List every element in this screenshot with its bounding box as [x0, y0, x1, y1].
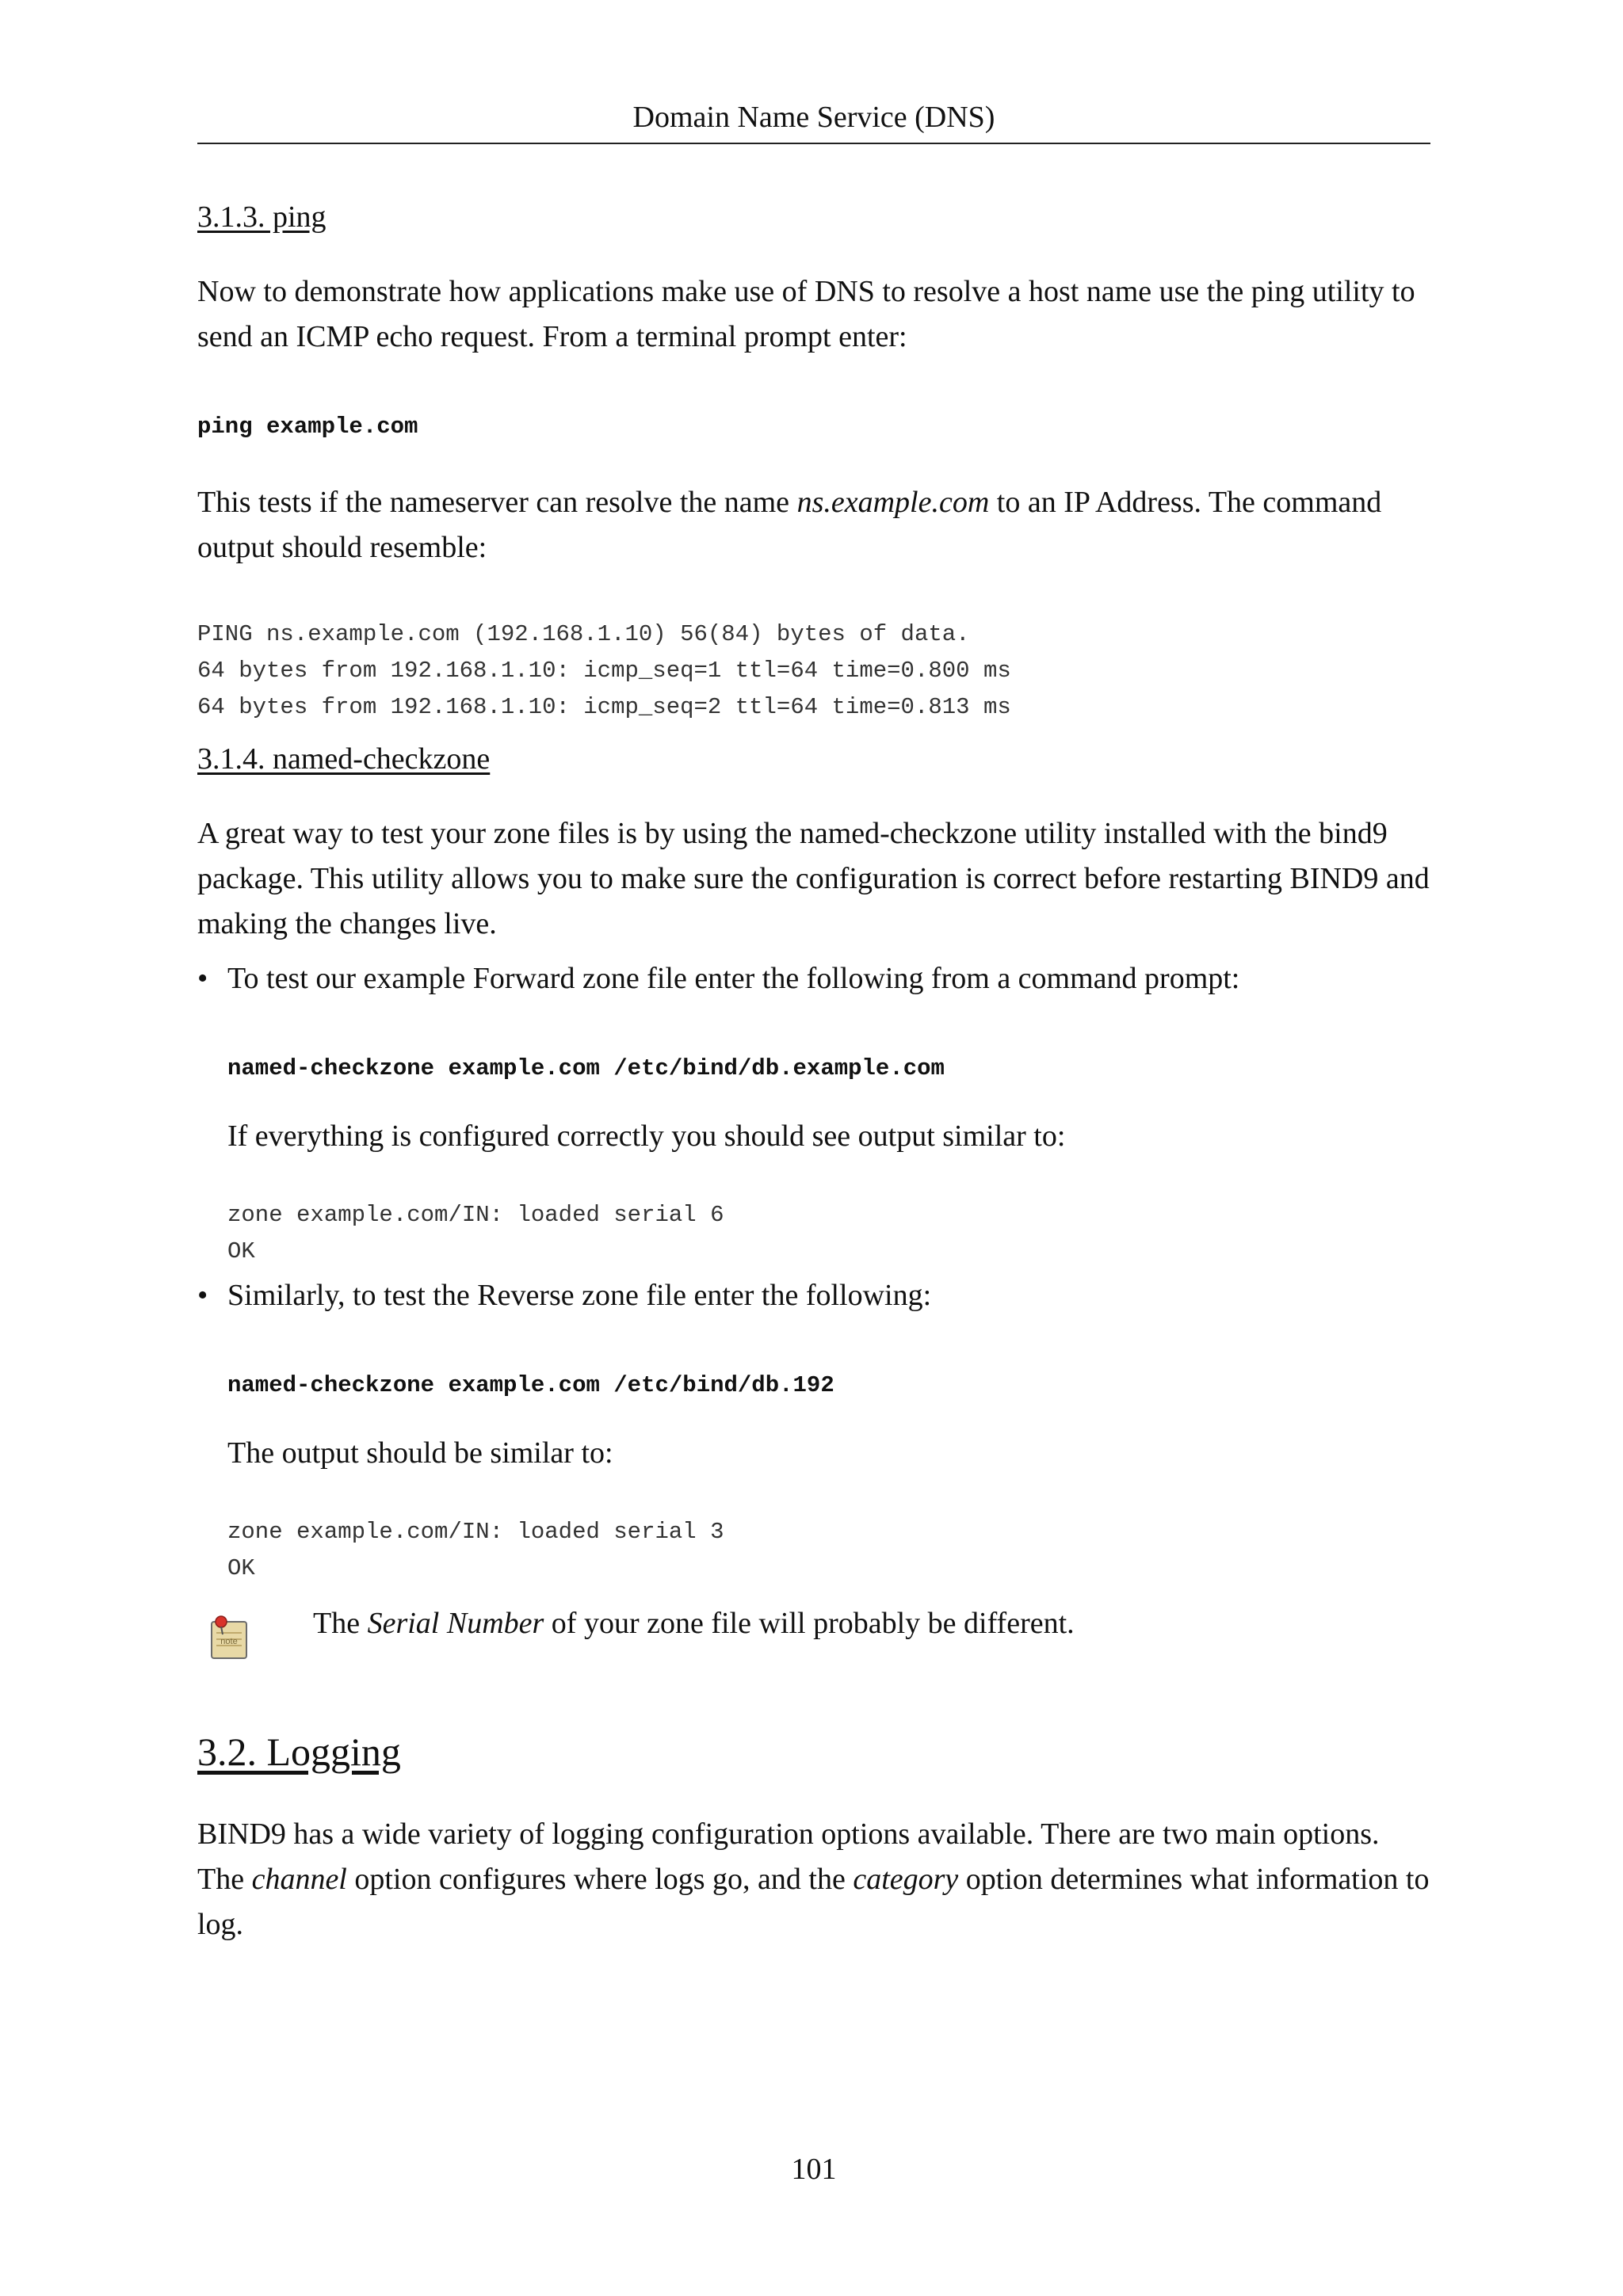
page-number: 101: [791, 2153, 837, 2186]
reverse-zone-output: [227, 1514, 1430, 1587]
bullet-glyph: •: [197, 1279, 208, 1312]
ping-explain-hostname: ns.example.com: [796, 486, 990, 519]
output-line: 64 bytes from 192.168.1.10: icmp_seq=2 ttl=64 time=0.813 ms: [197, 694, 1011, 720]
reverse-zone-followup: The output should be similar to:: [227, 1436, 613, 1470]
list-item-forward-zone: [197, 956, 1430, 1270]
forward-zone-instruction: To test our example Forward zone file enter the following from a command prompt:: [227, 962, 1240, 995]
output-line: OK: [227, 1238, 255, 1264]
note-text: [313, 1601, 1075, 1646]
section-heading-named-checkzone: 3.1.4. named-checkzone: [197, 742, 491, 776]
reverse-zone-command: named-checkzone example.com /etc/bind/db.192: [227, 1372, 834, 1398]
note-icon-label: note: [220, 1637, 238, 1646]
note-icon: [208, 1614, 250, 1661]
note-text-before: The: [313, 1607, 368, 1640]
output-line: 64 bytes from 192.168.1.10: icmp_seq=1 ttl=64 time=0.800 ms: [197, 658, 1011, 684]
logging-line1: BIND9 has a wide variety of logging configuration options available. There are two main options.: [197, 1817, 1380, 1851]
forward-zone-followup: If everything is configured correctly you should see output similar to:: [227, 1119, 1066, 1153]
ping-command: ping example.com: [197, 414, 418, 440]
checkzone-intro-paragraph: A great way to test your zone files is by using the named-checkzone utility installed with the bind9 package. This utility allows you to make sure the configuration is correct before restarting BIND9 and making the changes live.: [197, 817, 1430, 940]
ping-output-block: [197, 616, 1430, 726]
note-text-serial-number: Serial Number: [367, 1607, 544, 1640]
output-line: OK: [227, 1555, 255, 1581]
output-line: zone example.com/IN: loaded serial 6: [227, 1202, 724, 1228]
logging-mid: option configures where logs go, and the: [346, 1863, 854, 1896]
ping-explain-paragraph: [197, 480, 1430, 570]
logging-the: The: [197, 1863, 252, 1896]
logging-paragraph: [197, 1812, 1430, 1947]
forward-zone-command: named-checkzone example.com /etc/bind/db.example.com: [227, 1055, 945, 1081]
logging-category-term: category: [853, 1863, 959, 1896]
forward-zone-output: [227, 1197, 1430, 1270]
note-text-after: of your zone file will probably be different.: [544, 1607, 1075, 1640]
logging-channel-term: channel: [251, 1863, 347, 1896]
ping-explain-before: This tests if the nameserver can resolve the name: [197, 486, 797, 519]
logging-end: option determines what information to log.: [197, 1863, 1430, 1941]
reverse-zone-instruction: Similarly, to test the Reverse zone file enter the following:: [227, 1279, 932, 1312]
page-content: [197, 195, 1430, 1978]
ping-intro-paragraph: Now to demonstrate how applications make use of DNS to resolve a host name use the ping utility to send an ICMP echo request. From a terminal prompt enter:: [197, 275, 1415, 353]
bullet-glyph: •: [197, 962, 208, 995]
running-header: Domain Name Service (DNS): [632, 101, 995, 134]
output-line: zone example.com/IN: loaded serial 3: [227, 1519, 724, 1545]
note-admonition: [197, 1601, 1430, 1677]
ping-explain-after: to an IP Address. The command output should resemble:: [197, 486, 1382, 564]
section-heading-ping: 3.1.3. ping: [197, 200, 327, 234]
list-item-reverse-zone: [197, 1273, 1430, 1587]
section-heading-logging: 3.2. Logging: [197, 1730, 401, 1774]
output-line: PING ns.example.com (192.168.1.10) 56(84) bytes of data.: [197, 621, 970, 647]
header-rule: [197, 143, 1430, 144]
